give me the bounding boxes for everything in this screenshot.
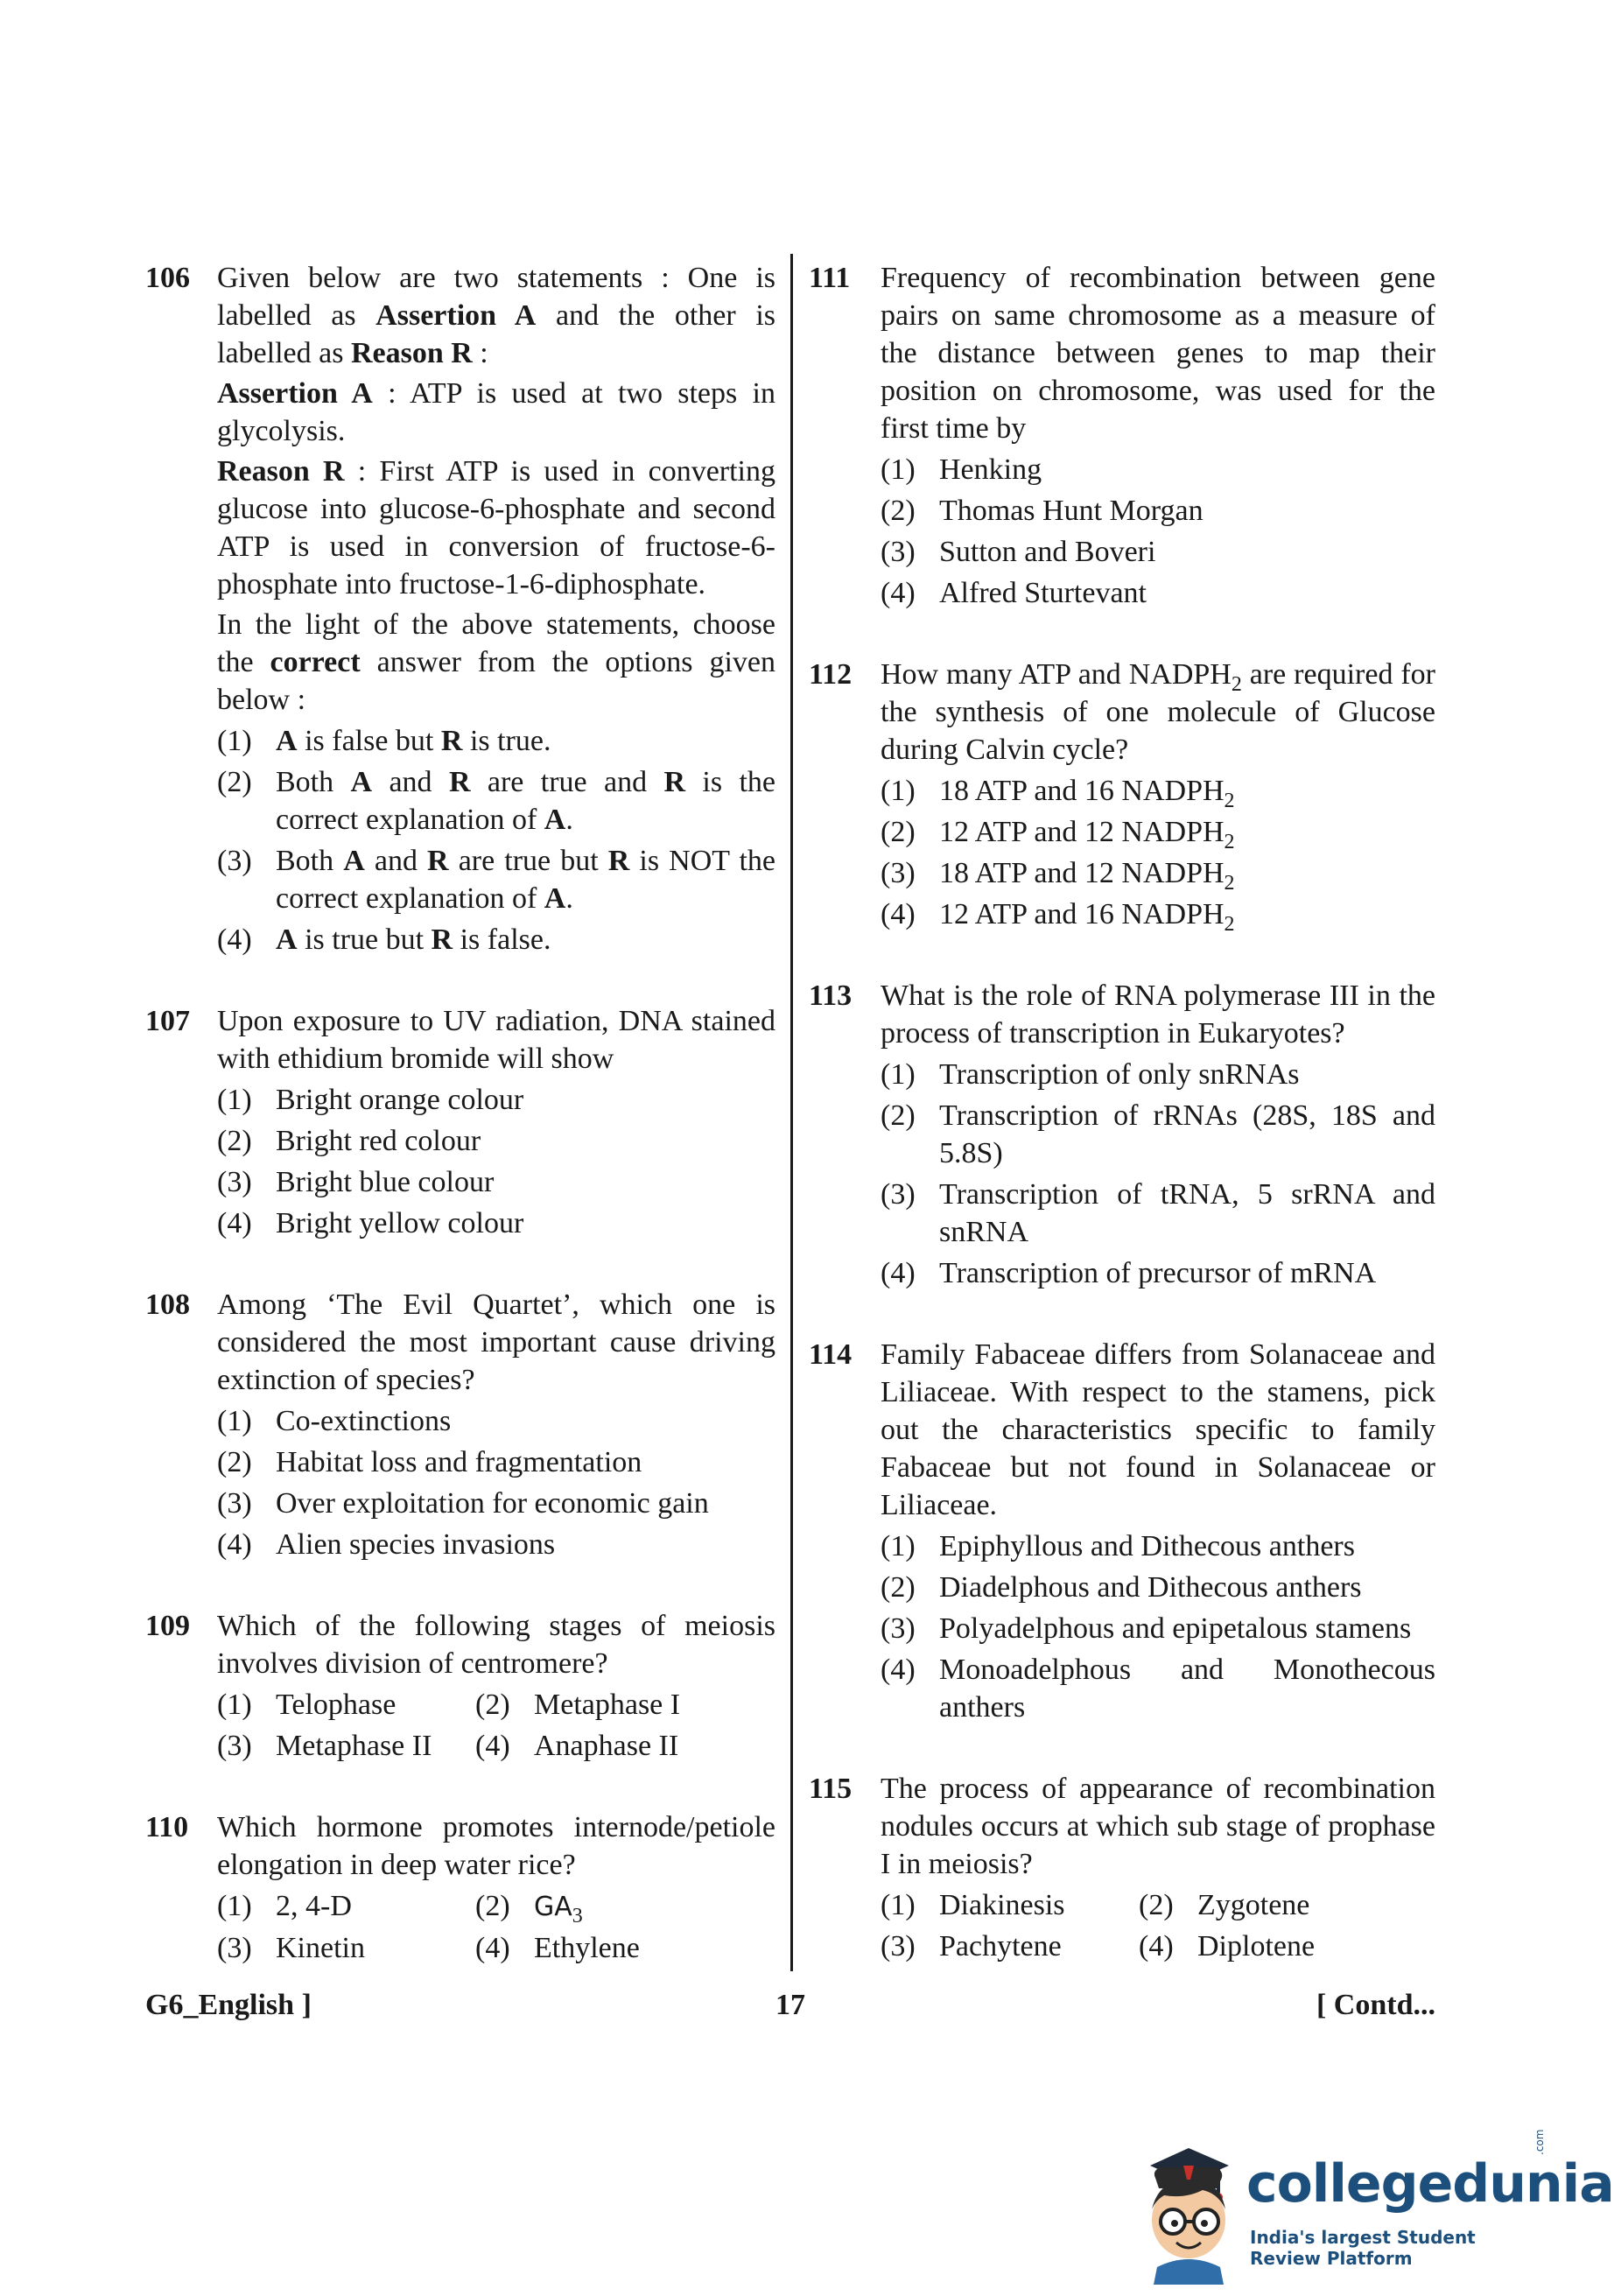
option-2[interactable]: (2) 12 ATP and 12 $NADPH_2$ [881,816,1235,853]
option-1[interactable]: (1) Co-extinctions [217,1405,452,1437]
question-stem: Upon exposure to UV radiation, DNA stained with ethidium bromide will show [217,1005,775,1075]
option-2[interactable]: (2) Bright red colour [217,1125,481,1157]
logo-tagline: India's largest Student Review Platform [1250,2227,1476,2269]
option-1[interactable]: (1) Transcription of only snRNAs [881,1058,1300,1091]
logo-dotcom: .com [1533,2129,1546,2155]
option-2[interactable]: (2) Diadelphous and Dithecous anthers [881,1571,1362,1604]
question-number: 107 [145,1005,190,1037]
option-3[interactable]: (3) Both A and R are true but R is NOT the correct explanation of A. [217,845,776,915]
question-115 [809,1770,1435,1965]
question-stem: Frequency of recombination between gene pairs on same chromosome as a measure of the distance between genes to map their position on chromosome, was used for the first time by [881,262,1435,445]
question-106 [145,259,775,958]
option-3[interactable]: (3) Pachytene [881,1930,1062,1962]
question-number: 110 [145,1811,189,1843]
question-number: 108 [145,1288,190,1321]
question-109 [145,1607,775,1765]
question-number: 106 [145,262,190,294]
option-4[interactable]: (4) Bright yellow colour [217,1207,524,1239]
question-number: 115 [809,1773,853,1805]
question-number: 114 [809,1338,853,1371]
option-3[interactable]: (3) Polyadelphous and epipetalous stamens [881,1612,1412,1645]
page-footer [145,1989,1435,2027]
right-column [809,259,1435,2009]
option-4[interactable]: (4) Diplotene [1139,1930,1316,1962]
question-107 [145,1002,775,1242]
question-114 [809,1336,1435,1726]
question-113 [809,977,1435,1292]
option-1[interactable]: (1) Bright orange colour [217,1084,524,1116]
question-number: 113 [809,979,853,1012]
option-3[interactable]: (3) Transcription of tRNA, 5 srRNA and snRNA [881,1178,1435,1248]
question-stem: Which hormone promotes internode/petiole elongation in deep water rice? [217,1811,775,1881]
collegedunia-logo[interactable] [1138,2129,1614,2285]
option-4[interactable]: (4) A is true but R is false. [217,923,551,956]
question-111 [809,259,1435,612]
question-number: 109 [145,1610,190,1642]
option-4[interactable]: (4) Anaphase II [475,1730,679,1762]
reason-statement: Reason R : First ATP is used in converting glucose into glucose-6-phosphate and second ATP is used in conversion of fructose-6-phosphate into fructose-1-6-diphosphate. [217,455,775,600]
mascot-icon [1133,2136,1246,2285]
option-3[interactable]: (3) Metaphase II [217,1730,432,1762]
option-3[interactable]: (3) Bright blue colour [217,1166,495,1198]
option-2[interactable]: (2) Transcription of rRNAs (28S, 18S and 5.8S) [881,1099,1435,1169]
question-number: 112 [809,658,853,691]
option-2[interactable]: (2) Metaphase I [475,1689,681,1721]
option-1[interactable]: (1) 18 ATP and 16 $NADPH_2$ [881,775,1235,812]
option-3[interactable]: (3) Over exploitation for economic gain [217,1487,709,1520]
option-3[interactable]: (3) 18 ATP and 12 $NADPH_2$ [881,857,1235,895]
option-4[interactable]: (4) Ethylene [475,1932,640,1964]
option-2[interactable]: (2) Thomas Hunt Morgan [881,495,1203,527]
question-stem: How many ATP and $NADPH_2$ are required for the synthesis of one molecule of Glucose during Calvin cycle? [881,658,1436,766]
option-4[interactable]: (4) Monoadelphous and Monothecous anthers [881,1654,1435,1724]
option-3[interactable]: (3) Kinetin [217,1932,365,1964]
option-1[interactable]: (1) Telophase [217,1689,396,1721]
option-1[interactable]: (1) Henking [881,453,1042,486]
page-number: 17 [775,1989,805,2021]
question-stem: Among ‘The Evil Quartet’, which one is considered the most important cause driving extinction of species? [217,1288,775,1396]
option-3[interactable]: (3) Sutton and Boveri [881,536,1156,568]
question-stem: What is the role of RNA polymerase III in the process of transcription in Eukaryotes? [881,979,1435,1050]
question-number: 111 [809,262,851,294]
option-2[interactable]: (2) $GA_3$ [475,1890,583,1927]
question-stem: The process of appearance of recombination nodules occurs at which sub stage of prophase I in meiosis? [881,1773,1435,1880]
question-110 [145,1808,775,1967]
option-4[interactable]: (4) Alien species invasions [217,1528,556,1561]
option-4[interactable]: (4) Alfred Sturtevant [881,577,1147,609]
option-4[interactable]: (4) Transcription of precursor of mRNA [881,1257,1377,1289]
option-2[interactable]: (2) Zygotene [1139,1889,1310,1921]
assertion-statement: Assertion A : ATP is used at two steps in glycolysis. [217,377,775,447]
option-2[interactable]: (2) Both A and R are true and R is the correct explanation of A. [217,766,776,836]
footer-continued: [ Contd... [1316,1989,1435,2021]
option-4[interactable]: (4) 12 ATP and 16 $NADPH_2$ [881,898,1235,936]
option-1[interactable]: (1) Epiphyllous and Dithecous anthers [881,1530,1355,1562]
logo-wordmark: collegedunia [1246,2153,1614,2215]
column-divider [790,254,793,1971]
footer-paper-code: G6_English ] [145,1989,312,2021]
left-column [145,259,775,2011]
option-1[interactable]: (1) Diakinesis [881,1889,1065,1921]
option-2[interactable]: (2) Habitat loss and fragmentation [217,1446,642,1478]
question-stem: Family Fabaceae differs from Solanaceae and Liliaceae. With respect to the stamens, pick out the characteristics specific to family Fabaceae but not found in Solanaceae or Liliaceae. [881,1338,1435,1521]
option-1[interactable]: (1) 2, 4-D [217,1890,352,1922]
question-112 [809,656,1436,936]
question-108 [145,1286,775,1563]
question-stem: Given below are two statements : One is labelled as Assertion A and the other is labelled as Reason R : [217,262,775,369]
option-1[interactable]: (1) A is false but R is true. [217,725,551,757]
question-stem: Which of the following stages of meiosis involves division of centromere? [217,1610,775,1680]
instruction-text: In the light of the above statements, choose the correct answer from the options given below : [217,608,776,716]
